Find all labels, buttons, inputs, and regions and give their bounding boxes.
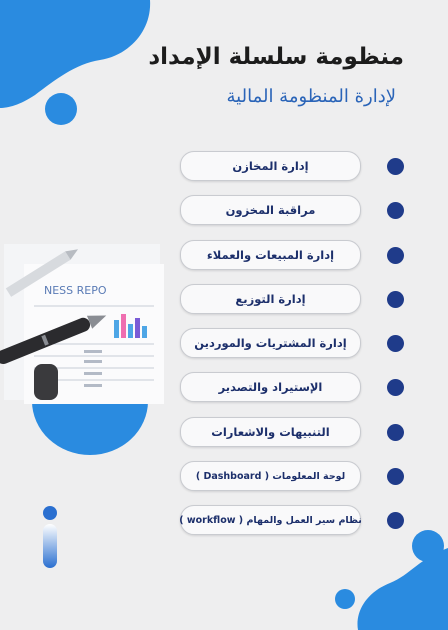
module-row [0,240,448,270]
module-row [0,372,448,402]
module-row [0,328,448,358]
bullet-dot [387,247,404,264]
bullet-dot [387,291,404,308]
module-row [0,284,448,314]
page-title: منظومة سلسلة الإمداد [148,44,404,70]
module-row [0,195,448,225]
bullet-dot [387,468,404,485]
module-purchasing-suppliers[interactable]: إدارة المشتريات والموردين [180,328,361,358]
bullet-dot [387,335,404,352]
bullet-dot [387,379,404,396]
bullet-dot [387,424,404,441]
top-circle-decoration [44,92,78,126]
module-inventory-monitoring[interactable]: مراقبة المخزون [180,195,361,225]
module-row [0,505,448,535]
module-row [0,417,448,447]
module-distribution[interactable]: إدارة التوزيع [180,284,361,314]
module-row [0,151,448,181]
module-row [0,461,448,491]
module-sales-customers[interactable]: إدارة المبيعات والعملاء [180,240,361,270]
module-warehouse-management[interactable]: إدارة المخازن [180,151,361,181]
bottom-small-circle [334,588,356,610]
page-subtitle: لإدارة المنظومة المالية [226,86,396,107]
module-dashboard[interactable]: لوحة المعلومات ( Dashboard ) [180,461,361,491]
module-alerts-notifications[interactable]: التنبيهات والاشعارات [180,417,361,447]
bullet-dot [387,202,404,219]
module-import-export[interactable]: الإستيراد والتصدير [180,372,361,402]
bullet-dot [387,512,404,529]
module-workflow[interactable]: نظام سير العمل والمهام ( workflow ) [180,505,361,535]
report-heading-text: NESS REPO [44,284,107,297]
bullet-dot [387,158,404,175]
